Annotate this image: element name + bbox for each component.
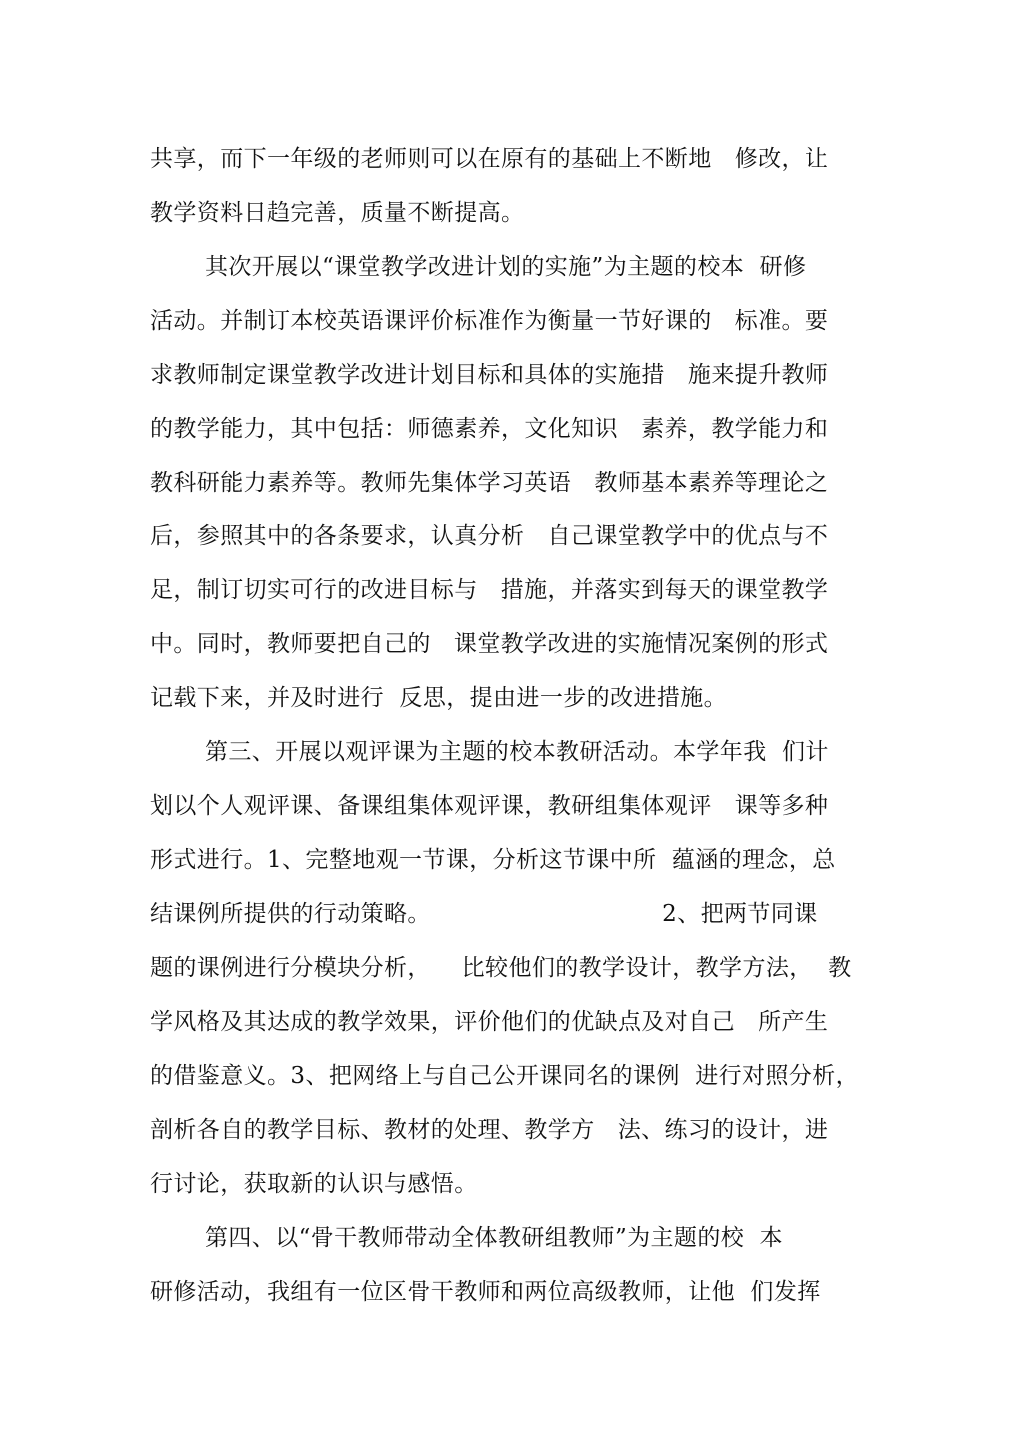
text-line: 共享，而下一年级的老师则可以在原有的基础上不断地 修改，让 [150, 146, 829, 172]
text-line: 题的课例进行分模块分析， 比较他们的教学设计，教学方法， 教 [150, 955, 852, 981]
text-line: 划以个人观评课、备课组集体观评课，教研组集体观评 课等多种 [150, 793, 829, 819]
text-line: 活动。并制订本校英语课评价标准作为衡量一节好课的 标准。要 [150, 308, 829, 334]
text-line: 的借鉴意义。3、把网络上与自己公开课同名的课例 进行对照分析， [150, 1063, 860, 1089]
text-line: 记载下来，并及时进行 反思，提由进一步的改进措施。 [150, 685, 728, 711]
text-line: 教科研能力素养等。教师先集体学习英语 教师基本素养等理论之 [150, 470, 829, 496]
text-line: 求教师制定课堂教学改进计划目标和具体的实施措 施来提升教师 [150, 362, 829, 388]
text-line: 教学资料日趋完善，质量不断提高。 [150, 200, 525, 226]
text-line: 后，参照其中的各条要求，认真分析 自己课堂教学中的优点与不 [150, 523, 829, 549]
text-line: 行讨论，获取新的认识与感悟。 [150, 1171, 478, 1197]
text-line: 剖析各自的教学目标、教材的处理、教学方 法、练习的设计，进 [150, 1117, 829, 1143]
text-line: 学风格及其达成的教学效果，评价他们的优缺点及对自己 所产生 [150, 1009, 829, 1035]
text-line: 形式进行。1、完整地观一节课，分析这节课中所 蕴涵的理念，总 [150, 847, 836, 873]
text-line: 足，制订切实可行的改进目标与 措施，并落实到每天的课堂教学 [150, 577, 829, 603]
text-line: 研修活动，我组有一位区骨干教师和两位高级教师，让他 们发挥 [150, 1279, 821, 1305]
paragraph-first-line: 其次开展以“课堂教学改进计划的实施”为主题的校本 研修 [205, 254, 807, 280]
text-line: 的教学能力，其中包括：师德素养，文化知识 素养，教学能力和 [150, 416, 829, 442]
paragraph-first-line: 第四、以“骨干教师带动全体教研组教师”为主题的校 本 [205, 1225, 783, 1251]
paragraph-first-line: 第三、开展以观评课为主题的校本教研活动。本学年我 们计 [205, 739, 829, 765]
text-line: 中。同时，教师要把自己的 课堂教学改进的实施情况案例的形式 [150, 631, 829, 657]
text-line: 结课例所提供的行动策略。 2、把两节同课 [150, 901, 818, 927]
